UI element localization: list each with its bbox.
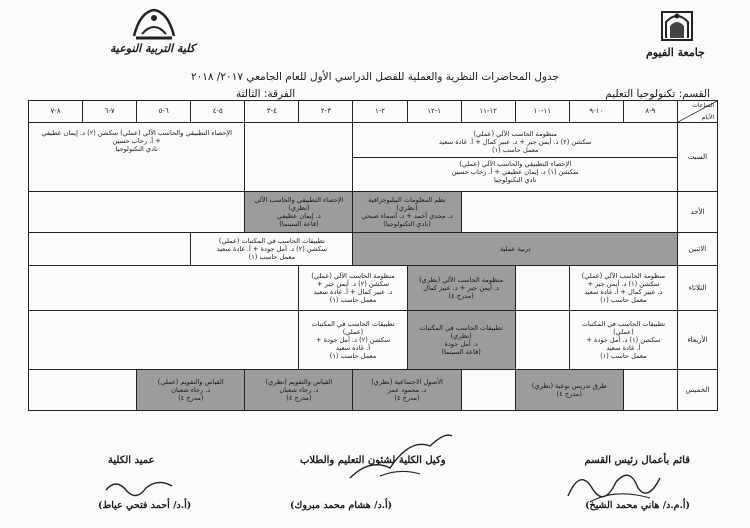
cell-line: الإحصاء التطبيقي والحاسب الآلي (عملي) سكشن (٢) د. إيمان عطيفي [41, 129, 232, 137]
cell-line: (نادي التكنولوجيا) [383, 220, 431, 229]
hour-header: ١٠-٩ [569, 101, 623, 123]
day-label: الخميس [677, 370, 717, 411]
cell-line: نادي التكنولوجيا [115, 145, 158, 154]
day-row-saturday [29, 123, 718, 192]
faculty-emblem-icon [130, 6, 178, 42]
empty-cell [515, 311, 569, 370]
class-cell [353, 370, 461, 411]
day-label: الثلاثاء [677, 266, 717, 311]
cell-line: معمل حاسب (١) [600, 296, 647, 305]
empty-cell [29, 233, 191, 266]
cell-line: سكشن (٢) د. أيمن جبر + د. عبير كمال + أ. غادة سعيد [438, 138, 592, 147]
day-label: الاثنين [677, 233, 717, 266]
cell-line: (عملي) [342, 327, 364, 336]
class-cell [245, 192, 353, 233]
class-cell [353, 233, 677, 266]
cell-line: سكشن (٢) د. أمل جودة + أ. غادة سعيد [216, 244, 327, 253]
class-cell [299, 311, 407, 370]
cell-line: طرق تدريس نوعية (نظري) [531, 381, 607, 390]
class-cell [515, 370, 623, 411]
class-cell [299, 266, 407, 311]
hour-header: ١٢-١١ [461, 101, 515, 123]
class-cell [407, 266, 515, 311]
faculty-logo [130, 6, 178, 42]
dean-name: (أ.د/ أحمد فتحي عياط) [98, 500, 192, 511]
fayoum-university-logo [648, 8, 706, 44]
cell-line: منظومة الحاسب الآلي (عملي) [473, 130, 557, 139]
cell-line: القياس والتقويم (عملي) [157, 377, 224, 386]
day-row-thursday [29, 370, 718, 411]
corner-days-label: الأيام [701, 113, 714, 121]
vice-dean-signature [340, 428, 460, 488]
cell-line: د. محمود عمر [387, 385, 427, 394]
cell-line: أ. غادة سعيد [606, 344, 641, 353]
empty-cell [461, 192, 677, 233]
cell-line: معمل حاسب (١) [329, 296, 377, 305]
faculty-name: كلية التربية النوعية [110, 42, 196, 55]
cell-line: أ. غادة سعيد [335, 344, 371, 353]
class-cell [353, 192, 461, 233]
hour-header: ٧-٦ [83, 101, 137, 123]
cell-line: د. أيمن جبر + د. عبير كمال [423, 283, 499, 292]
day-label: الأربعاء [677, 311, 717, 370]
class-cell [191, 233, 353, 266]
dean-title: عميد الكلية [108, 455, 155, 466]
empty-cell [461, 370, 515, 411]
corner-hours-label: الساعات [692, 102, 714, 109]
cell-line: (قاعة السينما) [441, 348, 481, 357]
cell-line: سكشن (١) د. إيمان عطيفي + أ. رحاب حسين [451, 167, 579, 176]
cell-line: (نظري) [396, 203, 418, 212]
cell-line: (مدرج ٤) [178, 394, 204, 403]
class-cell [29, 123, 245, 192]
hour-header: ٦-٥ [137, 101, 191, 123]
table-header-row [29, 101, 718, 123]
class-cell [353, 123, 677, 192]
empty-cell [623, 370, 677, 411]
day-row-monday [29, 233, 718, 266]
university-emblem-icon [648, 8, 706, 44]
empty-cell [29, 311, 299, 370]
cell-line: تربية عملية [500, 244, 531, 253]
class-cell [569, 266, 677, 311]
cell-line: الإحصاء التطبيقي والحاسب الآلي (عملي) [459, 159, 572, 168]
university-name: جامعة الفيوم [646, 46, 705, 59]
cell-line: (عملي) [613, 327, 634, 336]
cell-line: تطبيقات الحاسب في المكتبات [311, 319, 395, 328]
cell-line: معمل حاسب (١) [329, 352, 377, 361]
cell-line: (مدرج ٤) [286, 394, 312, 403]
cell-line: الإحصاء التطبيقي والحاسب الآلي [254, 195, 344, 204]
cell-line: د. إيمان عطيفي [277, 212, 321, 220]
cell-line: سكشن (٢) د. أيمن جبر + [316, 279, 389, 288]
schedule-table [28, 100, 718, 411]
hour-header: ٥-٤ [191, 101, 245, 123]
cell-line: نادي التكنولوجيا [494, 175, 537, 184]
vice-dean-title: وكيل الكلية لشئون التعليم والطلاب [300, 455, 446, 466]
sat-session-b [353, 158, 676, 186]
cell-line: د. رجاء شعبان [171, 385, 211, 394]
cell-line: الأصول الاجتماعية (نظري) [371, 377, 443, 386]
dean-signature [100, 472, 180, 502]
cell-line: د. رجاء شعبان [279, 385, 319, 394]
level-label: الفرقة: الثالثة [236, 88, 296, 100]
cell-line: د. عبير كمال + أ. غادة سعيد [584, 288, 663, 296]
cell-line: (قاعة السينما) [279, 220, 319, 229]
vice-dean-name: (أ.د/ هشام محمد مبروك) [290, 500, 393, 511]
class-cell [407, 311, 515, 370]
hour-header: ١١-١٠ [515, 101, 569, 123]
day-label: الأحد [677, 192, 717, 233]
day-row-sunday [29, 192, 718, 233]
hour-header: ٢-١ [353, 101, 407, 123]
cell-line: د. أمل جودة [444, 340, 478, 348]
hour-header: ٩-٨ [623, 101, 677, 123]
hour-header: ١-١٢ [407, 101, 461, 123]
cell-line: معمل حاسب (١) [600, 352, 647, 361]
cell-line: (مدرج ٤) [448, 292, 474, 301]
department-label: القسم: تكنولوجيا التعليم [605, 88, 710, 100]
cell-line: تطبيقات الحاسب في المكتبات (نظري) [419, 323, 503, 340]
cell-line: سكشن (١) د. أمل جودة + [586, 335, 661, 344]
class-cell [137, 370, 245, 411]
empty-cell [245, 123, 353, 192]
hour-header: ٣-٢ [299, 101, 353, 123]
empty-cell [29, 192, 245, 233]
cell-line: د. مجدي أحمد + د. أسماء صبحي [361, 212, 453, 220]
hour-header: ٨-٧ [29, 101, 83, 123]
empty-cell [29, 370, 137, 411]
day-label: السبت [677, 123, 717, 192]
corner-cell [677, 101, 717, 123]
cell-line: + أ. رحاب حسين [112, 137, 161, 146]
class-cell [245, 370, 353, 411]
cell-line: (مدرج ٤) [394, 394, 420, 403]
cell-line: د. عبير كمال + أ. غادة سعيد [313, 288, 393, 296]
cell-line: سكشن (١) د. أيمن جبر + [587, 279, 660, 288]
cell-line: سكشن (٢) د. أمل جودة + [315, 335, 390, 344]
empty-cell [515, 266, 569, 311]
day-row-tuesday [29, 266, 718, 311]
cell-line: (نظري) [288, 203, 310, 212]
day-row-wednesday [29, 311, 718, 370]
sat-session-a [353, 128, 676, 157]
cell-line: منظومة الحاسب الآلي (نظري) [419, 275, 504, 284]
cell-line: معمل حاسب (١) [491, 146, 539, 155]
cell-line: تطبيقات الحاسب في المكتبات [581, 319, 666, 328]
cell-line: نظم المعلومات الببليوجرافية [368, 195, 446, 204]
cell-line: منظومة الحاسب الآلي (عملي) [581, 271, 666, 280]
cell-line: تطبيقات الحاسب في المكتبات (عملي) [218, 236, 325, 245]
cell-line: معمل حاسب (١) [248, 253, 296, 262]
cell-line: (مدرج ٤) [556, 390, 582, 398]
schedule-title: جدول المحاضرات النظرية والعملية للفصل الدراسي الأول للعام الجامعي ٢٠١٧/ ٢٠١٨ [190, 71, 560, 83]
cell-line: القياس والتقويم (نظري) [265, 377, 333, 386]
cell-line: منظومة الحاسب الآلي (عملي) [311, 271, 395, 280]
head-of-department-title: قائم بأعمال رئيس القسم [584, 455, 690, 466]
class-cell [569, 311, 677, 370]
head-of-department-name: (أ.م.د/ هاني محمد الشيخ) [585, 500, 690, 511]
hour-header: ٤-٣ [245, 101, 299, 123]
empty-cell [29, 266, 299, 311]
